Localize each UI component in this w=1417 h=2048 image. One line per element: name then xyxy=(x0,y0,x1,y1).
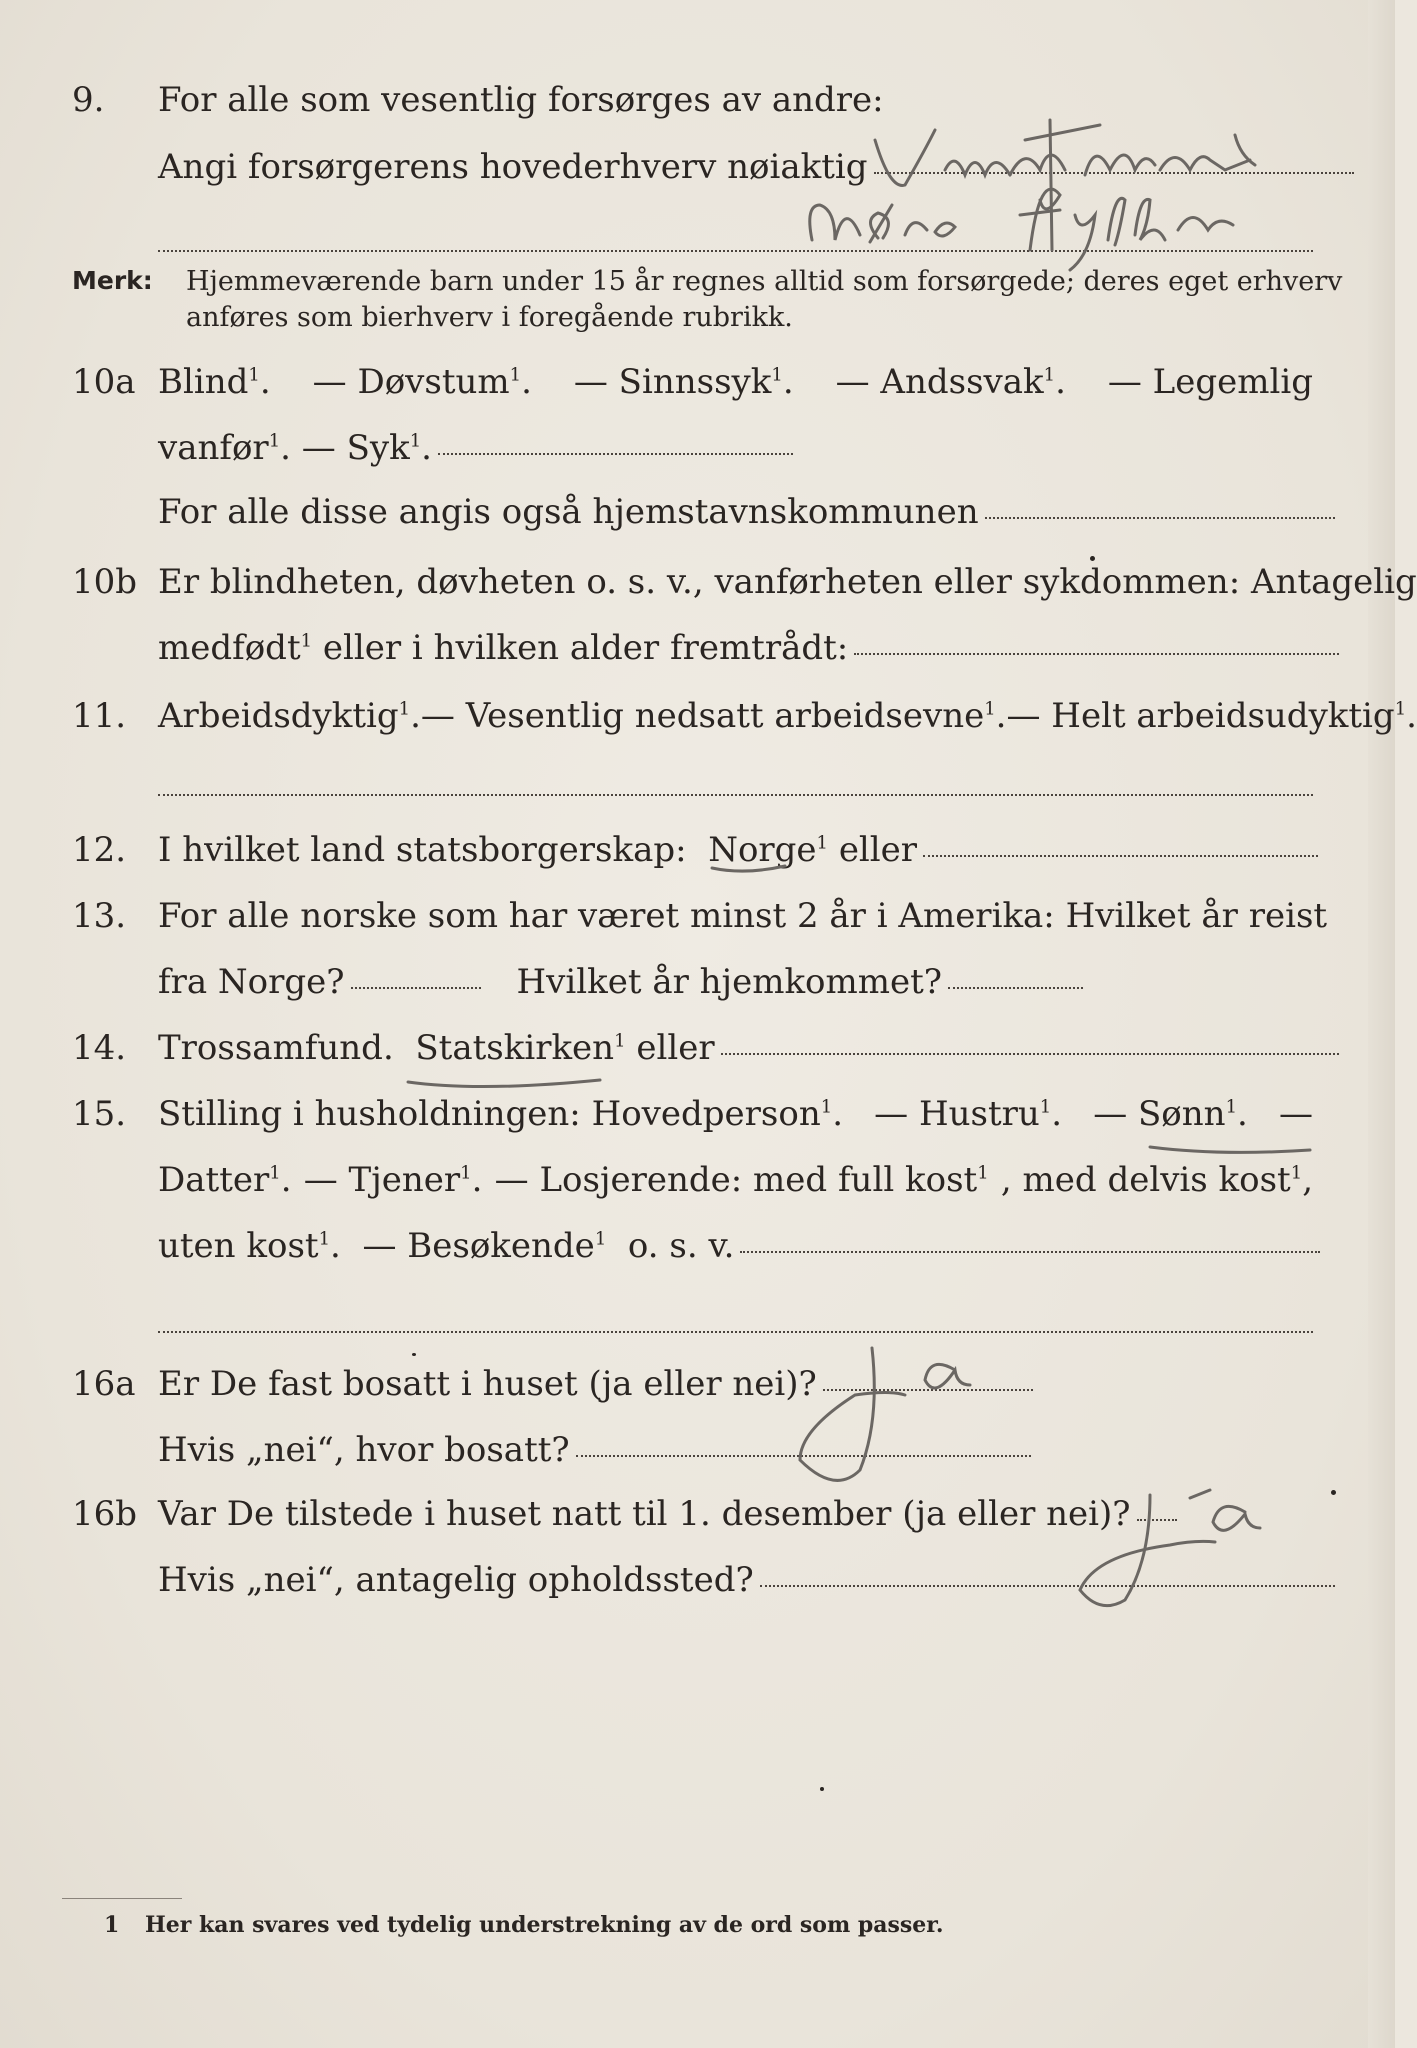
q14-number: 14. xyxy=(72,1028,127,1068)
q16b-number: 16b xyxy=(72,1494,138,1534)
opt-statskirken[interactable]: Statskirken$^1$ xyxy=(415,1028,626,1068)
q10a-line-2 xyxy=(0,428,1395,488)
q13-line-1 xyxy=(0,896,1395,956)
opt-udyktig[interactable]: — Helt arbeidsudyktig$^1$. xyxy=(1006,696,1417,736)
q13-text-2a: fra Norge? xyxy=(158,962,345,1002)
q9-number: 9. xyxy=(72,80,105,120)
opt-arbeidsdyktig[interactable]: Arbeidsdyktig$^1$. xyxy=(158,696,421,736)
q13-text-2b: Hvilket år hjemkommet? xyxy=(516,962,943,1002)
q14-samfund-field[interactable] xyxy=(721,1051,1339,1055)
ink-speck xyxy=(1090,556,1095,561)
q14-prefix: Trossamfund. xyxy=(158,1028,394,1068)
q11-number: 11. xyxy=(72,696,127,736)
opt-hustru[interactable]: — Hustru$^1$. xyxy=(874,1094,1063,1134)
q15-line-1: 15. Stilling i husholdningen: Hovedperson$^1$. — Hustru$^1$. — Sønn$^1$. — xyxy=(72,1094,1313,1134)
q13-text-1: For alle norske som har været minst 2 år i Amerika: Hvilket år reist xyxy=(158,896,1328,936)
q16b-line-2 xyxy=(0,1560,1395,1620)
opt-sinnssyk[interactable]: — Sinnssyk$^1$. xyxy=(573,362,794,402)
q10a-kommune-field[interactable] xyxy=(985,515,1335,519)
q16b-opphold-field[interactable] xyxy=(760,1583,1335,1587)
q13-reist-field[interactable] xyxy=(351,985,481,989)
q16a-bosatt-field[interactable] xyxy=(576,1453,1031,1457)
opt-norge[interactable]: Norge$^1$ xyxy=(708,830,828,870)
merk-label: Merk: xyxy=(72,266,153,295)
q9-answer-rule[interactable] xyxy=(158,250,1313,252)
opt-delvis-kost[interactable]: , med delvis kost$^1$, xyxy=(1000,1160,1313,1200)
q10b-alder-field[interactable] xyxy=(854,651,1339,655)
q9-line-1 xyxy=(0,80,1395,140)
q16a-text-1: Er De fast bosatt i huset (ja eller nei)? xyxy=(158,1364,817,1404)
q9-text-1: For alle som vesentlig forsørges av andre: xyxy=(158,80,884,120)
opt-sonn[interactable]: — Sønn$^1$. xyxy=(1093,1094,1248,1134)
q16b-text-2: Hvis „nei“, antagelig opholdssted? xyxy=(158,1560,754,1600)
q9-answer-field[interactable] xyxy=(874,170,1354,174)
q16b-line-1 xyxy=(0,1494,1395,1554)
merk-text-1: Hjemmeværende barn under 15 år regnes alltid som forsørgede; deres eget erhverv xyxy=(186,266,1343,297)
q15-osv: o. s. v. xyxy=(627,1226,735,1266)
q9-line-2 xyxy=(0,147,1395,207)
q10b-line-1 xyxy=(0,562,1417,622)
footnote-rule xyxy=(62,1898,182,1899)
opt-nedsatt[interactable]: — Vesentlig nedsatt arbeidsevne$^1$. xyxy=(420,696,1007,736)
opt-datter[interactable]: Datter$^1$. xyxy=(158,1160,292,1200)
q12-line-1 xyxy=(0,830,1395,890)
q10a-number: 10a xyxy=(72,362,136,402)
q12-number: 12. xyxy=(72,830,127,870)
q15-stilling-field[interactable] xyxy=(740,1249,1320,1253)
q11-line-1 xyxy=(0,696,1417,756)
footnote xyxy=(104,1912,944,1938)
q10b-number: 10b xyxy=(72,562,138,602)
q15-line-3 xyxy=(0,1226,1395,1286)
opt-medfodt[interactable]: medfødt$^1$ xyxy=(158,628,313,668)
footnote-mark: 1 xyxy=(104,1912,120,1938)
q14-suffix: eller xyxy=(636,1028,715,1068)
q14-line-1 xyxy=(0,1028,1395,1088)
opt-vanfor[interactable]: vanfør$^1$. xyxy=(158,428,291,468)
opt-besokende[interactable]: — Besøkende$^1$ xyxy=(362,1226,607,1266)
q10b-text-1: Er blindheten, døvheten o. s. v., vanførheten eller sykdommen: Antagelig xyxy=(158,562,1417,602)
opt-dovstum[interactable]: — Døvstum$^1$. xyxy=(312,362,532,402)
q13-hjemkommet-field[interactable] xyxy=(948,985,1083,989)
q11-answer-rule[interactable] xyxy=(158,794,1313,796)
opt-legemlig[interactable]: — Legemlig xyxy=(1107,362,1313,402)
q10a-line-3 xyxy=(0,492,1395,552)
opt-hovedperson[interactable]: Stilling i husholdningen: Hovedperson$^1$. xyxy=(158,1094,843,1134)
q16b-text-1: Var De tilstede i huset natt til 1. desember (ja eller nei)? xyxy=(158,1494,1131,1534)
q10b-line-2 xyxy=(0,628,1395,688)
q16a-answer-field[interactable] xyxy=(823,1387,1033,1391)
q16b-answer-field[interactable] xyxy=(1137,1517,1177,1521)
ink-speck xyxy=(1331,1490,1336,1495)
q10a-text-3: For alle disse angis også hjemstavnskommunen xyxy=(158,492,979,532)
opt-syk[interactable]: — Syk$^1$. xyxy=(301,428,432,468)
ink-speck xyxy=(820,1787,824,1791)
merk-line-2 xyxy=(0,302,1395,362)
opt-andssvak[interactable]: — Andssvak$^1$. xyxy=(835,362,1066,402)
opt-full-kost[interactable]: — Losjerende: med full kost$^1$ xyxy=(494,1160,989,1200)
q16a-text-2: Hvis „nei“, hvor bosatt? xyxy=(158,1430,570,1470)
q15-line-2 xyxy=(0,1160,1395,1220)
q16a-line-2 xyxy=(0,1430,1395,1490)
opt-blind[interactable]: Blind$^1$. xyxy=(158,362,271,402)
q12-suffix: eller xyxy=(838,830,918,870)
q10a-syk-field[interactable] xyxy=(438,451,793,455)
opt-tjener[interactable]: — Tjener$^1$. xyxy=(303,1160,483,1200)
q10b-text-2: eller i hvilken alder fremtrådt: xyxy=(322,628,849,668)
merk-text-2: anføres som bierhverv i foregående rubrikk. xyxy=(186,302,793,333)
q12-land-field[interactable] xyxy=(923,853,1318,857)
ink-speck xyxy=(412,1353,416,1356)
q10a-line-1 xyxy=(0,362,1395,422)
q15-number: 15. xyxy=(72,1094,127,1134)
opt-uten-kost[interactable]: uten kost$^1$. xyxy=(158,1226,341,1266)
q13-line-2 xyxy=(0,962,1395,1022)
q15-answer-rule[interactable] xyxy=(158,1331,1313,1333)
footnote-text: Her kan svares ved tydelig understrekning av de ord som passer. xyxy=(144,1912,944,1938)
q9-text-2: Angi forsørgerens hovederhverv nøiaktig xyxy=(158,147,868,187)
q13-number: 13. xyxy=(72,896,127,936)
q16a-line-1 xyxy=(0,1364,1395,1424)
q12-prefix: I hvilket land statsborgerskap: xyxy=(158,830,687,870)
q16a-number: 16a xyxy=(72,1364,136,1404)
